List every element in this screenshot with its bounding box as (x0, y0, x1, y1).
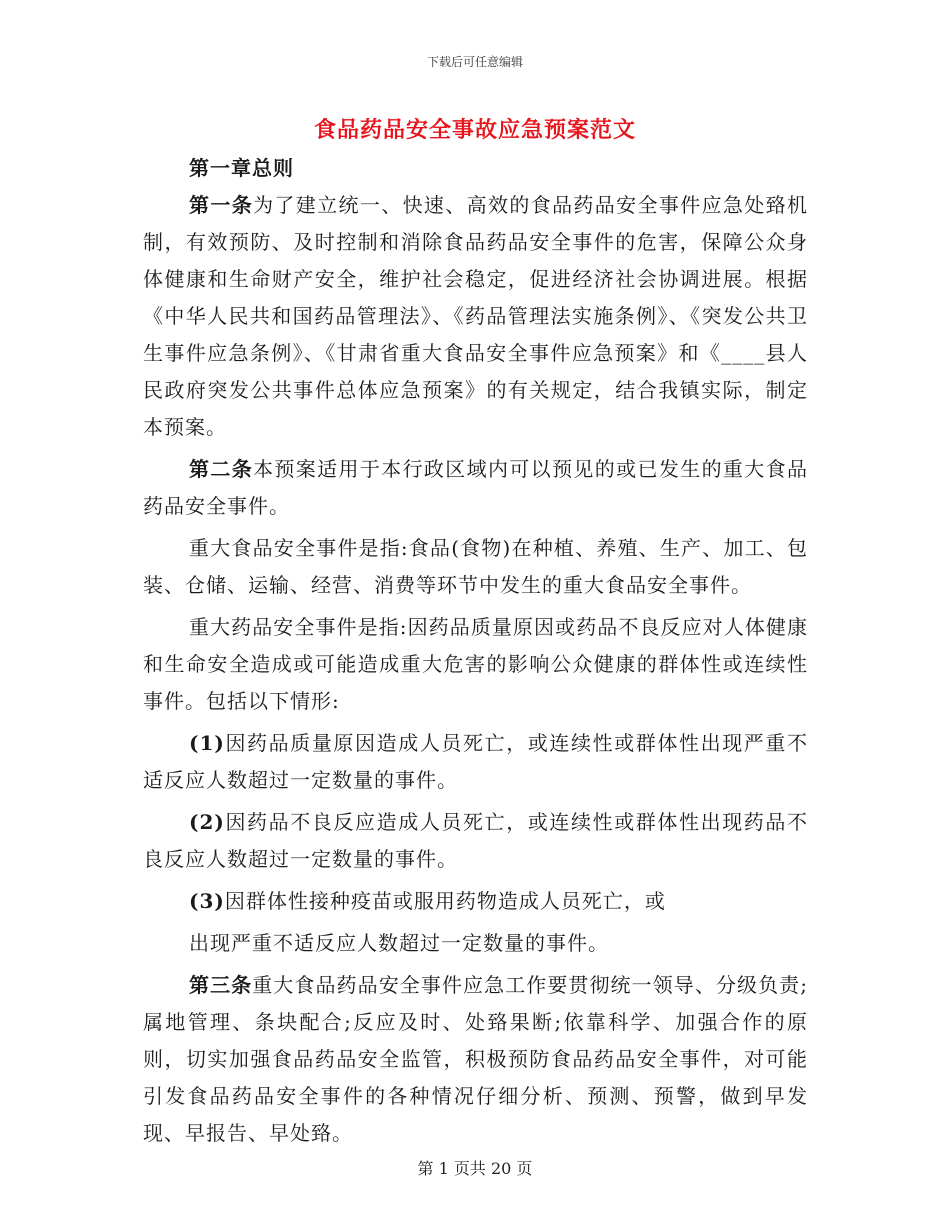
article-1 (143, 187, 808, 446)
case-2-text: 因药品不良反应造成人员死亡，或连续性或群体性出现药品不良反应人数超过一定数量的事件。 (143, 810, 808, 871)
document-title: 食品药品安全事故应急预案范文 (313, 117, 636, 143)
case-3-continued: 出现严重不适反应人数超过一定数量的事件。 (189, 931, 609, 955)
case-1-label: (1) (189, 731, 225, 755)
page-footer: 第 1 页共 20 页 (417, 1159, 533, 1178)
article-2 (143, 451, 808, 525)
article-2-text: 本预案适用于本行政区域内可以预见的或已发生的重大食品药品安全事件。 (143, 457, 809, 518)
case-2-label: (2) (189, 810, 225, 834)
article-3 (143, 967, 808, 1152)
case-3 (143, 883, 808, 920)
document-body (143, 150, 808, 1152)
case-1-text: 因药品质量原因造成人员死亡，或连续性或群体性出现严重不适反应人数超过一定数量的事件。 (143, 731, 808, 792)
header-note: 下载后可任意编辑 (426, 55, 523, 69)
case-1 (143, 725, 808, 799)
drug-definition: 重大药品安全事件是指:因药品质量原因或药品不良反应对人体健康和生命安全造成或可能造成重大危害的影响公众健康的群体性或连续性事件。包括以下情形: (143, 615, 808, 713)
article-2-label: 第二条 (189, 457, 254, 481)
article-1-text: 为了建立统一、快速、高效的食品药品安全事件应急处臵机制，有效预防、及时控制和消除食品药品安全事件的危害，保障公众身体健康和生命财产安全，维护社会稳定，促进经济社会协调进展。根据《中华人民共和国药品管理法》、《药品管理法实施条例》、《突发公共卫生事件应急条例》、《甘肃省重大食品安全事件应急预案》和《____县人民政府突发公共事件总体应急预案》的有关规定，结合我镇实际，制定本预案。 (143, 193, 809, 439)
article-3-text: 重大食品药品安全事件应急工作要贯彻统一领导、分级负责;属地管理、条块配合;反应及时、处臵果断;依靠科学、加强合作的原则，切实加强食品药品安全监管，积极预防食品药品安全事件，对可能引发食品药品安全事件的各种情况仔细分析、预测、预警，做到早发现、早报告、早处臵。 (143, 973, 808, 1145)
case-3-label: (3) (189, 889, 225, 913)
chapter-heading: 第一章总则 (189, 156, 294, 180)
case-3-text: 因群体性接种疫苗或服用药物造成人员死亡，或 (224, 889, 666, 913)
article-3-label: 第三条 (189, 973, 253, 997)
food-definition: 重大食品安全事件是指:食品(食物)在种植、养殖、生产、加工、包装、仓储、运输、经营、消费等环节中发生的重大食品安全事件。 (143, 536, 808, 597)
article-1-label: 第一条 (189, 193, 254, 217)
case-2 (143, 804, 808, 878)
